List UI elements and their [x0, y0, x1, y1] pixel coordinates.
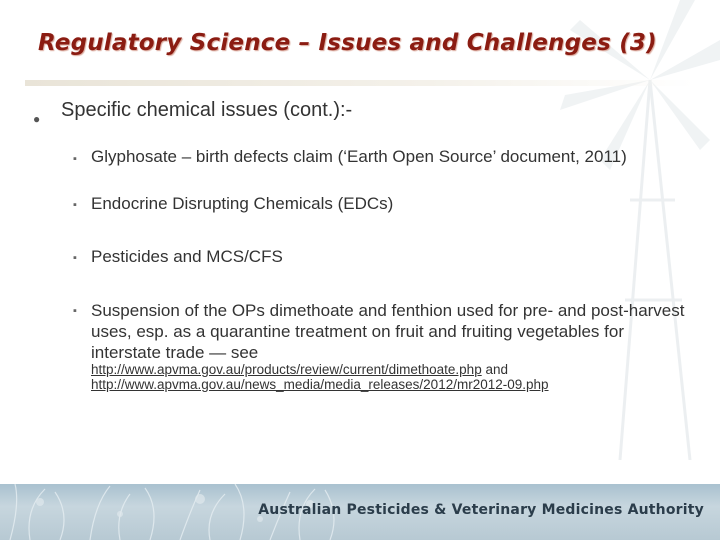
slide-title: Regulatory Science – Issues and Challenges (3) [38, 30, 657, 56]
square-bullet-icon: ▪ [73, 252, 77, 264]
sub-bullet-mcs-cfs: Pesticides and MCS/CFS [91, 247, 283, 266]
links-connector: and [485, 362, 508, 377]
reference-links [91, 362, 691, 392]
media-release-link[interactable]: http://www.apvma.gov.au/news_media/media_releases/2012/mr2012-09.php [91, 377, 549, 392]
dimethoate-link[interactable]: http://www.apvma.gov.au/products/review/current/dimethoate.php [91, 362, 482, 377]
title-divider [25, 80, 695, 86]
square-bullet-icon: ▪ [73, 305, 77, 317]
sub-bullet-edcs: Endocrine Disrupting Chemicals (EDCs) [91, 194, 394, 213]
sub-bullet-ops-suspension: Suspension of the OPs dimethoate and fenthion used for pre- and post-harvest uses, esp. as a quarantine treatment on fruit and fruiting vegetables for interstate trade — see [91, 301, 685, 362]
sub-bullet-glyphosate: Glyphosate – birth defects claim (‘Earth Open Source’ document, 2011) [91, 147, 627, 166]
main-bullet-text: Specific chemical issues (cont.):- [61, 99, 353, 121]
footer-banner [0, 484, 720, 540]
round-bullet-icon: ● [33, 112, 41, 126]
square-bullet-icon: ▪ [73, 153, 77, 165]
square-bullet-icon: ▪ [73, 199, 77, 211]
footer-authority-name: Australian Pesticides & Veterinary Medicines Authority [258, 502, 704, 518]
